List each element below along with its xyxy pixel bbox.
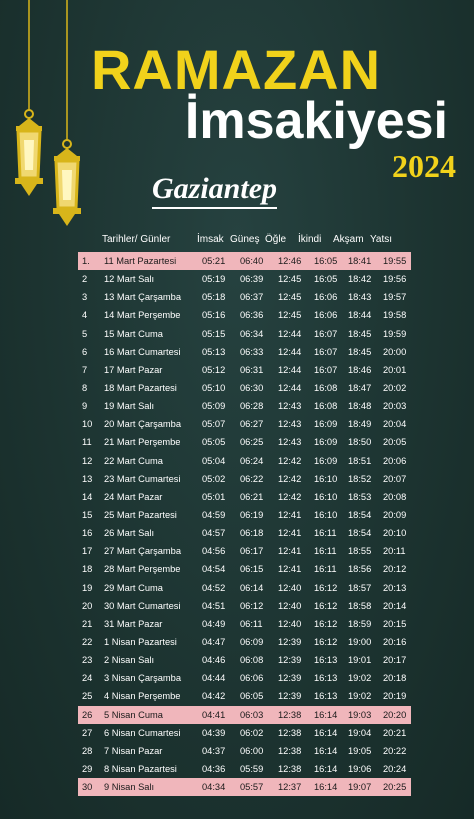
date-cell: 19 Mart Salı [104,401,155,412]
time-cell: 20:04 [383,419,407,430]
time-cell: 20:21 [383,727,407,738]
time-cell: 12:37 [278,778,314,796]
date-cell: 2 Nisan Salı [104,655,155,666]
time-cell: 20:25 [383,778,411,796]
date-cell: 22 Mart Cuma [104,455,163,466]
row-number: 18 [82,564,93,575]
time-cell: 18:54 [348,528,372,539]
year-label: 2024 [392,148,456,184]
row-number: 2 [82,274,88,285]
time-cell: 05:05 [202,437,226,448]
time-cell: 20:10 [383,528,407,539]
time-cell: 12:42 [278,455,302,466]
table-row [78,597,411,615]
table-row [78,488,411,506]
time-cell: 12:38 [278,745,302,756]
row-number: 7 [82,364,88,375]
time-cell: 16:08 [314,383,338,394]
date-cell: 17 Mart Pazar [104,364,163,375]
time-cell: 19:55 [383,252,411,270]
time-cell: 18:53 [348,491,372,502]
time-cell: 04:36 [202,764,226,774]
date-cell: 6 Nisan Cumartesi [104,727,181,738]
time-cell: 20:07 [383,473,407,484]
row-number: 3 [82,292,88,303]
time-cell: 04:54 [202,564,226,575]
table-row [78,742,411,760]
row-number: 27 [82,727,93,738]
time-cell: 12:40 [278,618,302,629]
time-cell: 12:44 [278,364,302,375]
time-cell: 16:09 [314,437,338,448]
table-row [78,633,411,651]
time-cell: 20:19 [383,691,407,702]
time-cell: 12:43 [278,401,302,412]
row-number: 1. [78,252,104,270]
row-number: 24 [82,673,93,684]
time-cell: 18:46 [348,364,372,375]
time-cell: 06:17 [240,546,264,557]
time-cell: 12:45 [278,310,302,321]
time-cell: 16:07 [314,346,338,357]
table-row [78,452,411,470]
time-cell: 05:09 [202,401,226,412]
row-number: 5 [82,328,88,339]
table-row [78,397,411,415]
time-cell: 16:11 [314,546,337,557]
time-cell: 20:24 [383,764,407,774]
time-cell: 18:45 [348,328,372,339]
time-cell: 06:36 [240,310,264,321]
table-row [78,760,411,778]
time-cell: 05:04 [202,455,226,466]
row-number: 4 [82,310,88,321]
time-cell: 06:33 [240,346,264,357]
time-cell: 12:41 [278,564,302,575]
time-cell: 16:09 [314,419,338,430]
prayer-times-table [78,252,411,796]
time-cell: 16:09 [314,455,338,466]
date-cell: 4 Nisan Perşembe [104,691,181,702]
table-row [78,669,411,687]
date-cell: 12 Mart Salı [104,274,155,285]
time-cell: 05:21 [202,252,240,270]
column-header: Güneş [230,234,260,245]
time-cell: 18:47 [348,383,372,394]
time-cell: 18:42 [348,274,372,285]
row-number: 17 [82,546,93,557]
table-row [78,470,411,488]
row-number: 13 [82,473,93,484]
table-row [78,506,411,524]
time-cell: 19:07 [348,778,383,796]
time-cell: 16:06 [314,310,338,321]
time-cell: 19:01 [348,655,372,666]
time-cell: 06:14 [240,582,264,593]
date-cell: 28 Mart Perşembe [104,564,181,575]
time-cell: 04:46 [202,655,226,666]
time-cell: 18:49 [348,419,372,430]
date-cell: 11 Mart Pazartesi [104,252,202,270]
time-cell: 05:59 [240,764,264,774]
time-cell: 05:10 [202,383,226,394]
time-cell: 18:48 [348,401,372,412]
time-cell: 12:44 [278,383,302,394]
table-row [78,615,411,633]
time-cell: 18:41 [348,252,383,270]
time-cell: 12:43 [278,419,302,430]
time-cell: 20:00 [383,346,407,357]
time-cell: 12:38 [278,706,314,724]
time-cell: 12:44 [278,328,302,339]
time-cell: 04:39 [202,727,226,738]
row-number: 15 [82,510,93,521]
time-cell: 20:12 [383,564,407,575]
time-cell: 04:51 [202,600,226,611]
table-row [78,343,411,361]
time-cell: 20:17 [383,655,407,666]
row-number: 19 [82,582,93,593]
date-cell: 13 Mart Çarşamba [104,292,181,303]
time-cell: 16:05 [314,252,348,270]
row-number: 10 [82,419,93,430]
time-cell: 16:12 [314,637,338,648]
time-cell: 20:06 [383,455,407,466]
time-cell: 19:02 [348,673,372,684]
time-cell: 20:09 [383,510,407,521]
time-cell: 12:41 [278,510,302,521]
time-cell: 16:10 [314,473,338,484]
time-cell: 18:57 [348,582,372,593]
date-cell: 8 Nisan Pazartesi [104,764,177,774]
table-row [78,379,411,397]
time-cell: 18:50 [348,437,372,448]
time-cell: 18:45 [348,346,372,357]
column-header: İkindi [298,234,322,245]
time-cell: 12:44 [278,346,302,357]
time-cell: 20:15 [383,618,407,629]
time-cell: 16:10 [314,491,338,502]
date-cell: 7 Nisan Pazar [104,745,163,756]
column-header: Akşam [333,234,364,245]
time-cell: 18:51 [348,455,372,466]
time-cell: 16:05 [314,274,338,285]
page-title: RAMAZAN [90,38,382,101]
row-number: 11 [82,437,92,448]
time-cell: 06:11 [240,618,263,629]
time-cell: 18:55 [348,546,372,557]
time-cell: 12:38 [278,764,302,774]
time-cell: 12:41 [278,546,302,557]
date-cell: 3 Nisan Çarşamba [104,673,181,684]
row-number: 6 [82,346,88,357]
row-number: 26 [78,706,104,724]
row-number: 22 [82,637,93,648]
time-cell: 16:11 [314,564,337,575]
time-cell: 19:04 [348,727,372,738]
time-cell: 18:52 [348,473,372,484]
time-cell: 06:09 [240,637,264,648]
time-cell: 04:57 [202,528,226,539]
date-cell: 24 Mart Pazar [104,491,163,502]
date-cell: 26 Mart Salı [104,528,155,539]
time-cell: 04:52 [202,582,226,593]
time-cell: 12:38 [278,727,302,738]
time-cell: 06:25 [240,437,264,448]
time-cell: 05:18 [202,292,226,303]
time-cell: 12:45 [278,274,302,285]
time-cell: 12:45 [278,292,302,303]
date-cell: 20 Mart Çarşamba [104,419,181,430]
time-cell: 06:28 [240,401,264,412]
row-number: 28 [82,745,93,756]
time-cell: 19:56 [383,274,407,285]
time-cell: 20:11 [383,546,406,557]
time-cell: 20:14 [383,600,407,611]
time-cell: 04:44 [202,673,226,684]
table-row [78,706,411,724]
time-cell: 06:03 [240,706,278,724]
time-cell: 16:10 [314,510,338,521]
time-cell: 12:39 [278,673,302,684]
time-cell: 06:05 [240,691,264,702]
city-label: Gaziantep [152,172,277,209]
time-cell: 12:42 [278,491,302,502]
time-cell: 12:40 [278,582,302,593]
date-cell: 5 Nisan Cuma [104,706,202,724]
time-cell: 16:07 [314,364,338,375]
time-cell: 04:47 [202,637,226,648]
time-cell: 18:58 [348,600,372,611]
time-cell: 19:05 [348,745,372,756]
date-cell: 27 Mart Çarşamba [104,546,181,557]
time-cell: 06:37 [240,292,264,303]
time-cell: 06:39 [240,274,264,285]
table-row [78,524,411,542]
time-cell: 12:39 [278,655,302,666]
time-cell: 20:03 [383,401,407,412]
time-cell: 16:14 [314,727,338,738]
table-row [78,306,411,324]
time-cell: 04:41 [202,706,240,724]
table-row [78,651,411,669]
time-cell: 19:02 [348,691,372,702]
time-cell: 06:19 [240,510,264,521]
time-cell: 04:59 [202,510,226,521]
time-cell: 16:12 [314,618,338,629]
table-header [0,232,474,248]
table-row [78,361,411,379]
date-cell: 18 Mart Pazartesi [104,383,177,394]
time-cell: 06:18 [240,528,264,539]
row-number: 30 [78,778,104,796]
time-cell: 06:22 [240,473,264,484]
row-number: 25 [82,691,93,702]
date-cell: 14 Mart Perşembe [104,310,181,321]
time-cell: 06:31 [240,364,264,375]
row-number: 8 [82,383,88,394]
time-cell: 20:08 [383,491,407,502]
time-cell: 20:01 [383,364,407,375]
time-cell: 05:13 [202,346,226,357]
date-cell: 31 Mart Pazar [104,618,163,629]
table-row [78,542,411,560]
table-row [78,415,411,433]
time-cell: 16:14 [314,745,338,756]
time-cell: 19:59 [383,328,407,339]
time-cell: 12:39 [278,637,302,648]
time-cell: 05:57 [240,778,278,796]
column-header: Tarihler/ Günler [102,234,171,245]
time-cell: 06:12 [240,600,264,611]
time-cell: 04:42 [202,691,226,702]
time-cell: 12:40 [278,600,302,611]
time-cell: 12:39 [278,691,302,702]
time-cell: 05:07 [202,419,226,430]
row-number: 16 [82,528,93,539]
date-cell: 30 Mart Cumartesi [104,600,181,611]
time-cell: 16:12 [314,600,338,611]
time-cell: 04:34 [202,778,240,796]
table-row [78,270,411,288]
date-cell: 29 Mart Cuma [104,582,163,593]
row-number: 20 [82,600,93,611]
time-cell: 20:05 [383,437,407,448]
time-cell: 19:03 [348,706,383,724]
table-row [78,288,411,306]
time-cell: 20:16 [383,637,407,648]
table-row [78,778,411,796]
time-cell: 20:13 [383,582,407,593]
time-cell: 05:16 [202,310,226,321]
time-cell: 12:43 [278,437,302,448]
time-cell: 06:34 [240,328,264,339]
row-number: 12 [82,455,93,466]
time-cell: 16:14 [314,778,348,796]
time-cell: 12:42 [278,473,302,484]
time-cell: 18:44 [348,310,372,321]
date-cell: 15 Mart Cuma [104,328,163,339]
time-cell: 04:37 [202,745,226,756]
time-cell: 06:24 [240,455,264,466]
time-cell: 06:40 [240,252,278,270]
table-row [78,252,411,270]
time-cell: 05:15 [202,328,226,339]
time-cell: 20:22 [383,745,407,756]
time-cell: 05:19 [202,274,226,285]
time-cell: 06:08 [240,655,264,666]
table-row [78,433,411,451]
date-cell: 21 Mart Perşembe [104,437,181,448]
time-cell: 19:57 [383,292,407,303]
time-cell: 04:49 [202,618,226,629]
table-row [78,560,411,578]
page-subtitle: İmsakiyesi [184,92,448,150]
time-cell: 16:13 [314,691,338,702]
table-row [78,579,411,597]
time-cell: 18:59 [348,618,372,629]
time-cell: 20:02 [383,383,407,394]
time-cell: 16:08 [314,401,338,412]
time-cell: 16:14 [314,764,338,774]
time-cell: 12:41 [278,528,302,539]
time-cell: 06:15 [240,564,264,575]
time-cell: 20:20 [383,706,411,724]
date-cell: 9 Nisan Salı [104,778,202,796]
lantern-icon [44,0,90,240]
time-cell: 06:06 [240,673,264,684]
time-cell: 06:30 [240,383,264,394]
row-number: 21 [82,618,93,629]
time-cell: 18:56 [348,564,372,575]
column-header: Öğle [265,234,287,245]
date-cell: 23 Mart Cumartesi [104,473,181,484]
time-cell: 16:11 [314,528,337,539]
time-cell: 06:02 [240,727,264,738]
date-cell: 1 Nisan Pazartesi [104,637,177,648]
column-header: İmsak [197,234,224,245]
table-row [78,687,411,705]
row-number: 29 [82,764,93,774]
time-cell: 05:12 [202,364,226,375]
time-cell: 16:13 [314,655,338,666]
row-number: 9 [82,401,88,412]
time-cell: 16:14 [314,706,348,724]
time-cell: 06:00 [240,745,264,756]
time-cell: 06:27 [240,419,264,430]
time-cell: 05:02 [202,473,226,484]
date-cell: 25 Mart Pazartesi [104,510,177,521]
time-cell: 04:56 [202,546,226,557]
time-cell: 19:06 [348,764,372,774]
column-header: Yatsı [370,234,393,245]
table-row [78,325,411,343]
time-cell: 16:07 [314,328,338,339]
time-cell: 06:21 [240,491,264,502]
time-cell: 16:13 [314,673,338,684]
time-cell: 20:18 [383,673,407,684]
time-cell: 18:43 [348,292,372,303]
table-row [78,724,411,742]
time-cell: 19:00 [348,637,372,648]
time-cell: 16:06 [314,292,338,303]
row-number: 14 [82,491,93,502]
time-cell: 12:46 [278,252,314,270]
time-cell: 16:12 [314,582,338,593]
date-cell: 16 Mart Cumartesi [104,346,181,357]
row-number: 23 [82,655,93,666]
time-cell: 18:54 [348,510,372,521]
time-cell: 05:01 [202,491,226,502]
time-cell: 19:58 [383,310,407,321]
